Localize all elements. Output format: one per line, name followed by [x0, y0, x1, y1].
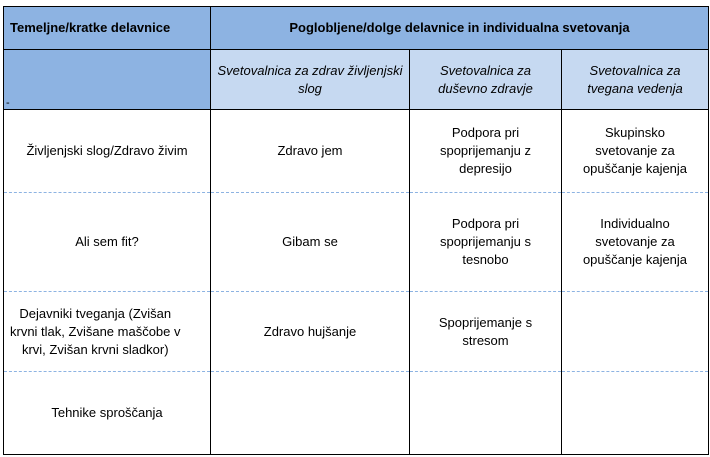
cell-mental: Podpora pri spoprijemanju s tesnobo: [410, 193, 562, 292]
table-row: [4, 372, 709, 455]
cell-mental: Spoprijemanje s stresom: [410, 292, 562, 372]
header-empty-cell: [4, 50, 211, 110]
workshop-table: [3, 6, 709, 455]
stray-mark: -: [6, 97, 10, 109]
cell-basic: Ali sem fit?: [4, 193, 211, 292]
subheader-lifestyle: Svetovalnica za zdrav življenjski slog: [211, 50, 410, 110]
cell-lifestyle: Gibam se: [211, 193, 410, 292]
cell-mental: [410, 372, 562, 455]
header-basic-workshops: Temeljne/kratke delavnice: [4, 7, 211, 50]
cell-basic: Dejavniki tveganja (Zvišan krvni tlak, Zvišane maščobe v krvi, Zvišan krvni sladkor): [4, 292, 211, 372]
cell-lifestyle: Zdravo hujšanje: [211, 292, 410, 372]
table-row: [4, 193, 709, 292]
cell-lifestyle: [211, 372, 410, 455]
header-row-main: [4, 7, 709, 50]
subheader-mental-health: Svetovalnica za duševno zdravje: [410, 50, 562, 110]
table-row: [4, 292, 709, 372]
table-row: [4, 110, 709, 193]
cell-risk: [562, 292, 709, 372]
cell-mental: Podpora pri spoprijemanju z depresijo: [410, 110, 562, 193]
header-row-sub: [4, 50, 709, 110]
cell-basic: Tehnike sproščanja: [4, 372, 211, 455]
cell-lifestyle: Zdravo jem: [211, 110, 410, 193]
cell-risk: Skupinsko svetovanje za opuščanje kajenja: [562, 110, 709, 193]
header-advanced-workshops: Poglobljene/dolge delavnice in individualna svetovanja: [211, 7, 709, 50]
cell-basic: Življenjski slog/Zdravo živim: [4, 110, 211, 193]
subheader-risk-behaviour: Svetovalnica za tvegana vedenja: [562, 50, 709, 110]
cell-risk: [562, 372, 709, 455]
cell-risk: Individualno svetovanje za opuščanje kajenja: [562, 193, 709, 292]
